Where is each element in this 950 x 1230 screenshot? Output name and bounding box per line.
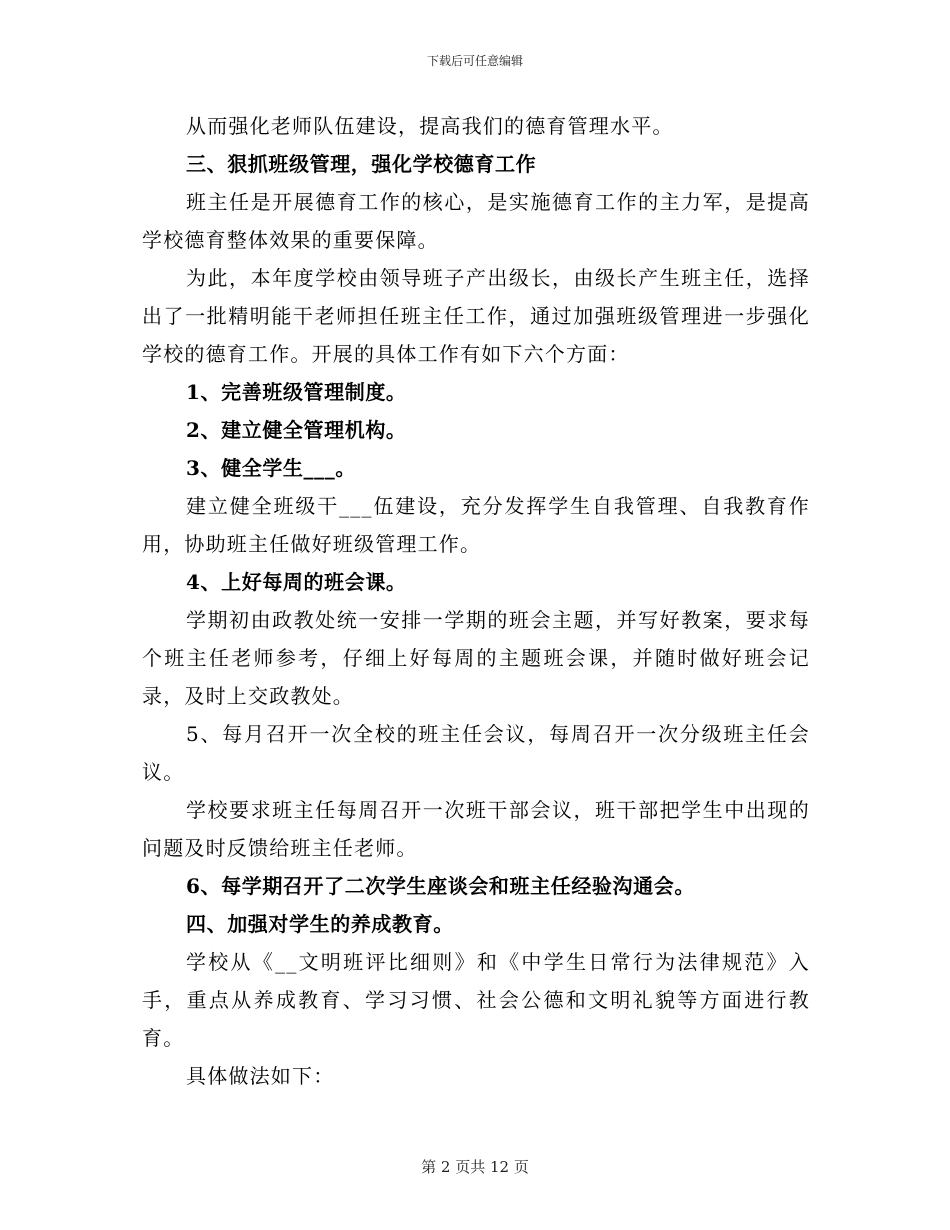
list-item-1: 1、完善班级管理制度。 bbox=[186, 380, 407, 404]
paragraph-6: 学校要求班主任每周召开一次班干部会议，班干部把学生中出现的问题及时反馈给班主任老师。 bbox=[142, 798, 810, 860]
list-item-2: 2、建立健全管理机构。 bbox=[186, 418, 407, 442]
paragraph-3: 为此，本年度学校由领导班子产出级长，由级长产生班主任，选择出了一批精明能干老师担任班主任工作，通过加强班级管理进一步强化学校的德育工作。开展的具体工作有如下六个方面： bbox=[142, 266, 810, 366]
page-header: 下载后可任意编辑 bbox=[426, 54, 523, 68]
paragraph-1: 从而强化老师队伍建设，提高我们的德育管理水平。 bbox=[186, 114, 674, 138]
section-heading-4: 四、加强对学生的养成教育。 bbox=[186, 912, 454, 936]
paragraph-2: 班主任是开展德育工作的核心，是实施德育工作的主力军，是提高学校德育整体效果的重要保障。 bbox=[142, 190, 810, 252]
page-footer: 第 2 页共 12 页 bbox=[421, 1158, 529, 1176]
list-item-4: 4、上好每周的班会课。 bbox=[186, 570, 407, 594]
document-body bbox=[142, 107, 810, 1095]
paragraph-7: 学校从《__文明班评比细则》和《中学生日常行为法律规范》入手，重点从养成教育、学习习惯、社会公德和文明礼貌等方面进行教育。 bbox=[142, 950, 810, 1050]
list-item-6: 6、每学期召开了二次学生座谈会和班主任经验沟通会。 bbox=[186, 874, 695, 898]
section-heading-3: 三、狠抓班级管理，强化学校德育工作 bbox=[186, 152, 537, 176]
list-item-3: 3、健全学生___。 bbox=[186, 456, 356, 480]
paragraph-5: 学期初由政教处统一安排一学期的班会主题，并写好教案，要求每个班主任老师参考，仔细上好每周的主题班会课，并随时做好班会记录，及时上交政教处。 bbox=[142, 608, 810, 708]
paragraph-8: 具体做法如下： bbox=[186, 1064, 335, 1088]
list-item-5: 5、每月召开一次全校的班主任会议，每周召开一次分级班主任会议。 bbox=[142, 722, 810, 784]
paragraph-4: 建立健全班级干___伍建设，充分发挥学生自我管理、自我教育作用，协助班主任做好班级管理工作。 bbox=[142, 494, 810, 556]
